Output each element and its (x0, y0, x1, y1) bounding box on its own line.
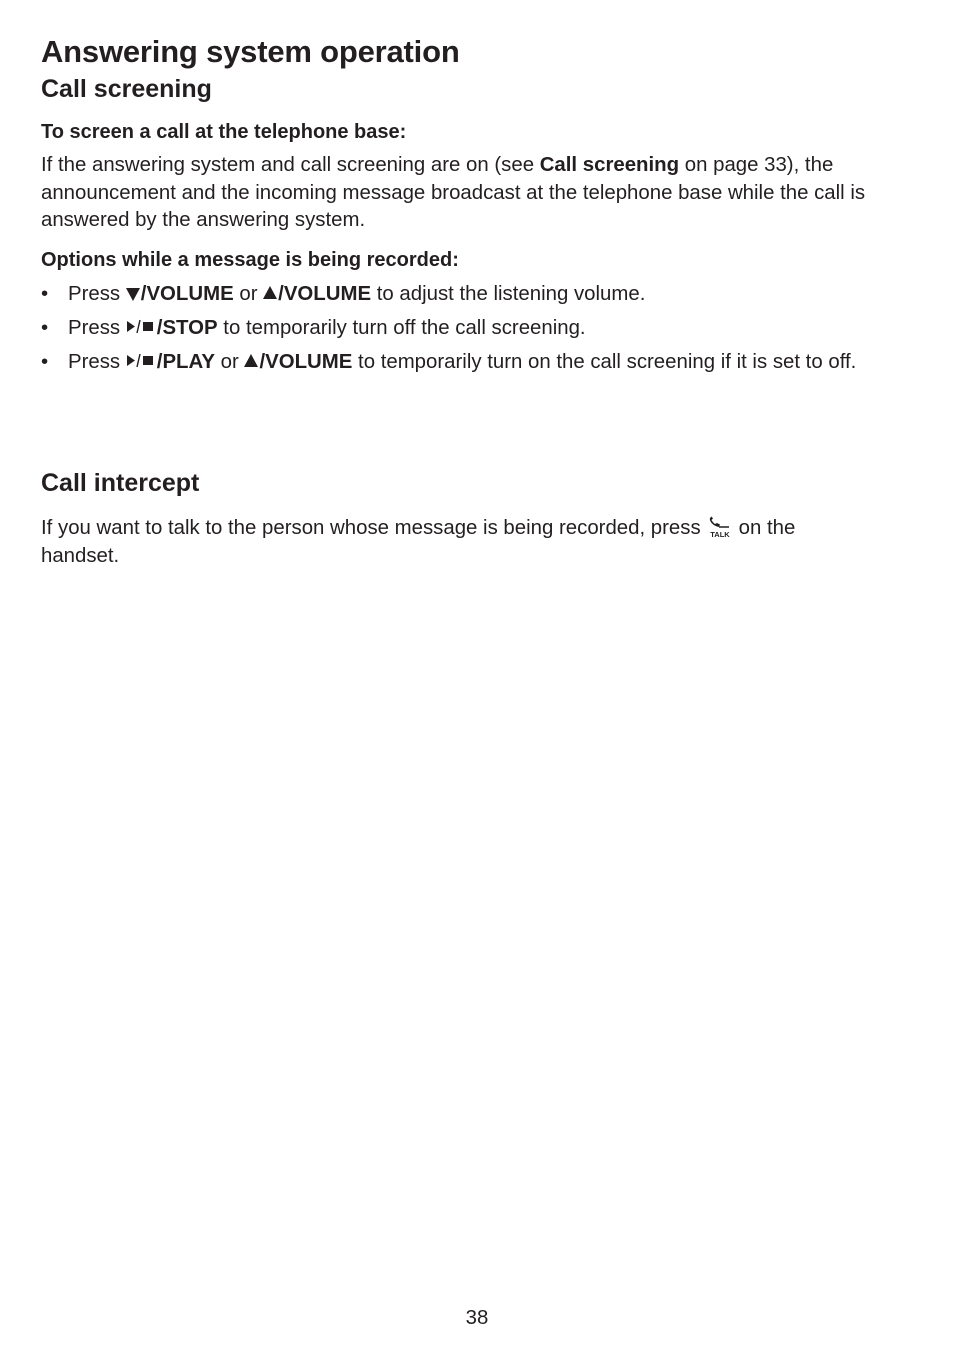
bullet-text: to temporarily turn on the call screening if it is set to off. (352, 351, 857, 373)
call-screening-reference: Call screening (539, 154, 680, 176)
stop-key-label: /STOP (156, 317, 218, 339)
screening-paragraph-text-1: If the answering system and call screening are on (see (41, 154, 540, 176)
volume-down-triangle-icon (126, 288, 140, 301)
bullet: • (41, 283, 49, 305)
press-text: Press (68, 317, 126, 339)
intercept-text-1: If you want to talk to the person whose message is being recorded, press (41, 517, 701, 539)
screen-at-base-subheading: To screen a call at the telephone base: (41, 121, 407, 143)
bullet: • (41, 317, 49, 339)
volume-up-triangle-icon (244, 354, 258, 367)
list-item (41, 281, 881, 309)
volume-up-triangle-icon (263, 286, 277, 299)
screening-paragraph-text-2: on page 33), the announcement and the incoming message broadcast at the telephone base while the call is answered by the answering system. (41, 154, 866, 231)
options-list (41, 281, 881, 383)
options-subheading: Options while a message is being recorded: (41, 249, 459, 271)
bullet-text: to adjust the listening volume. (371, 283, 646, 305)
or-text: or (233, 283, 264, 305)
play-key-label: /PLAY (156, 351, 215, 373)
list-item (41, 315, 881, 343)
call-intercept-heading: Call intercept (41, 469, 200, 497)
bullet: • (41, 351, 49, 373)
volume-key-label: /VOLUME (259, 351, 353, 373)
press-text: Press (68, 283, 126, 305)
screening-paragraph (41, 152, 901, 235)
intercept-paragraph (41, 512, 853, 570)
press-text: Press (68, 351, 126, 373)
volume-key-label: /VOLUME (140, 283, 234, 305)
page-title: Answering system operation (41, 34, 460, 69)
intercept-text-2: on the handset. (41, 517, 796, 567)
play-stop-icon (126, 353, 156, 368)
or-text: or (214, 351, 245, 373)
page-number: 38 (465, 1307, 489, 1329)
talk-phone-icon (707, 516, 733, 538)
bullet-text: to temporarily turn off the call screening. (217, 317, 586, 339)
call-screening-heading: Call screening (41, 75, 212, 103)
list-item (41, 349, 881, 377)
play-stop-icon (126, 319, 156, 334)
volume-key-label: /VOLUME (278, 283, 372, 305)
talk-icon-label: TALK (709, 530, 730, 538)
